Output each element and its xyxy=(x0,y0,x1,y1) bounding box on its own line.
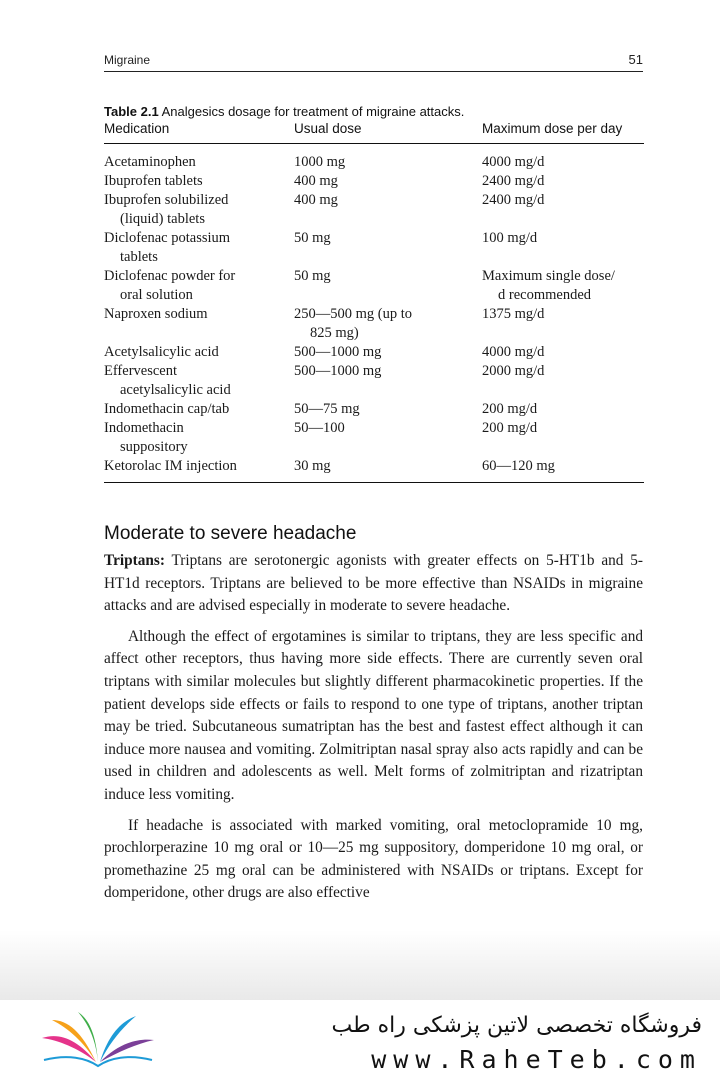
table-body xyxy=(104,144,644,483)
cell-line: Ibuprofen tablets xyxy=(104,173,203,189)
table-caption-text: Analgesics dosage for treatment of migraine attacks. xyxy=(161,104,465,119)
medication-cell xyxy=(104,343,294,362)
table-row xyxy=(104,343,644,362)
cell-line: 250—500 mg (up to xyxy=(294,306,413,322)
cell-line: 100 mg/d xyxy=(482,230,538,246)
table-header-row xyxy=(104,121,644,144)
cell-line: 60—120 mg xyxy=(482,458,555,474)
medication-cell xyxy=(104,457,294,483)
column-header-usual-dose: Usual dose xyxy=(294,121,482,144)
cell-line: tablets xyxy=(120,249,158,265)
cell-line: Acetaminophen xyxy=(104,154,196,170)
section-heading: Moderate to severe headache xyxy=(104,523,357,544)
cell-line: (liquid) tablets xyxy=(120,211,205,227)
paragraph-3: If headache is associated with marked vomiting, oral metoclopramide 10 mg, prochlorperazine 10 mg oral or 10—25 mg suppository, domperidone 10 mg oral, or promethazine 25 mg oral can be administered with NSAIDs or triptans. Except for domperidone, other drugs are also effective xyxy=(104,816,643,902)
cell-line: Acetylsalicylic acid xyxy=(104,344,219,360)
usual-dose-cell xyxy=(294,172,482,191)
maximum-dose-cell xyxy=(482,172,644,191)
cell-line: suppository xyxy=(120,439,188,455)
cell-line: 30 mg xyxy=(294,458,331,474)
cell-line: oral solution xyxy=(120,287,193,303)
paragraph-1-text: Triptans are serotonergic agonists with greater effects on 5-HT1b and 5-HT1d receptors. Triptans are believed to be more effective than NSAIDs in migraine attacks and are advised especially in moderate to severe headache. xyxy=(104,552,643,615)
medication-cell xyxy=(104,191,294,229)
usual-dose-cell xyxy=(294,229,482,267)
paragraph-2: Although the effect of ergotamines is similar to triptans, they are less specific and affect other receptors, thus having more side effects. There are currently seven oral triptans with similar molecules but slightly different pharmacokinetic properties. If the patient develops side effects or fails to respond to one type of triptans, another triptan may be tried. Subcutaneous sumatriptan has the best and fastest effect although it can induce more nausea and vomiting. Zolmitriptan nasal spray also acts rapidly and can be used in children and adolescents as well. Melt forms of zolmitriptan and rizatriptan induce less vomiting. xyxy=(104,627,643,803)
running-header xyxy=(104,53,643,72)
maximum-dose-cell xyxy=(482,144,644,173)
column-header-maximum-dose: Maximum dose per day xyxy=(482,121,644,144)
cell-line: 4000 mg/d xyxy=(482,154,545,170)
usual-dose-cell xyxy=(294,400,482,419)
cell-line: 2400 mg/d xyxy=(482,192,545,208)
store-name-persian: فروشگاه تخصصی لاتین پزشکی راه طب xyxy=(331,1013,702,1038)
column-header-medication: Medication xyxy=(104,121,294,144)
usual-dose-cell xyxy=(294,362,482,400)
medication-cell xyxy=(104,400,294,419)
maximum-dose-cell xyxy=(482,191,644,229)
maximum-dose-cell xyxy=(482,343,644,362)
page-bottom-fade xyxy=(0,930,720,1000)
cell-line: 2400 mg/d xyxy=(482,173,545,189)
table-row xyxy=(104,305,644,343)
cell-line: 2000 mg/d xyxy=(482,363,545,379)
table-row xyxy=(104,457,644,483)
cell-line: 50 mg xyxy=(294,268,331,284)
logo-page-stroke xyxy=(100,1016,136,1062)
dosage-table xyxy=(104,121,644,483)
cell-line: 400 mg xyxy=(294,192,338,208)
lead-term: Triptans: xyxy=(104,552,165,569)
body-text xyxy=(104,550,643,905)
cell-line: 50 mg xyxy=(294,230,331,246)
usual-dose-cell xyxy=(294,419,482,457)
table-row xyxy=(104,419,644,457)
medication-cell xyxy=(104,362,294,400)
table-row xyxy=(104,400,644,419)
usual-dose-cell xyxy=(294,457,482,483)
medication-cell xyxy=(104,267,294,305)
table-row xyxy=(104,267,644,305)
cell-line: 200 mg/d xyxy=(482,401,538,417)
cell-line: Indomethacin xyxy=(104,420,184,436)
cell-line: 50—100 xyxy=(294,420,345,436)
cell-line: Indomethacin cap/tab xyxy=(104,401,230,417)
usual-dose-cell xyxy=(294,144,482,173)
maximum-dose-cell xyxy=(482,457,644,483)
cell-line: Ibuprofen solubilized xyxy=(104,192,229,208)
cell-line: 825 mg) xyxy=(310,325,359,341)
cell-line: Diclofenac powder for xyxy=(104,268,236,284)
table-row xyxy=(104,229,644,267)
cell-line: 400 mg xyxy=(294,173,338,189)
usual-dose-cell xyxy=(294,191,482,229)
cell-line: 500—1000 mg xyxy=(294,363,382,379)
table-row xyxy=(104,191,644,229)
cell-line: 1375 mg/d xyxy=(482,306,545,322)
medication-cell xyxy=(104,144,294,173)
cell-line: 50—75 mg xyxy=(294,401,360,417)
table-row xyxy=(104,362,644,400)
maximum-dose-cell xyxy=(482,267,644,305)
logo-book-base xyxy=(44,1057,152,1066)
cell-line: Maximum single dose/ xyxy=(482,268,615,284)
medication-cell xyxy=(104,419,294,457)
table-label: Table 2.1 xyxy=(104,104,159,119)
cell-line: 1000 mg xyxy=(294,154,346,170)
cell-line: d recommended xyxy=(498,287,592,303)
cell-line: acetylsalicylic acid xyxy=(120,382,231,398)
cell-line: 500—1000 mg xyxy=(294,344,382,360)
maximum-dose-cell xyxy=(482,305,644,343)
medication-cell xyxy=(104,172,294,191)
cell-line: Ketorolac IM injection xyxy=(104,458,237,474)
open-book-logo-icon xyxy=(38,1010,158,1068)
table-row xyxy=(104,172,644,191)
cell-line: Diclofenac potassium xyxy=(104,230,231,246)
medication-cell xyxy=(104,305,294,343)
maximum-dose-cell xyxy=(482,362,644,400)
page-number: 51 xyxy=(628,52,643,67)
medication-cell xyxy=(104,229,294,267)
running-title: Migraine xyxy=(104,53,151,67)
cell-line: Naproxen sodium xyxy=(104,306,208,322)
table-caption xyxy=(104,104,644,119)
paragraph-1 xyxy=(104,550,643,618)
usual-dose-cell xyxy=(294,267,482,305)
cell-line: Effervescent xyxy=(104,363,177,379)
table-row xyxy=(104,144,644,173)
usual-dose-cell xyxy=(294,343,482,362)
maximum-dose-cell xyxy=(482,400,644,419)
cell-line: 200 mg/d xyxy=(482,420,538,436)
store-url: www.RaheTeb.com xyxy=(371,1045,702,1074)
cell-line: 4000 mg/d xyxy=(482,344,545,360)
maximum-dose-cell xyxy=(482,419,644,457)
usual-dose-cell xyxy=(294,305,482,343)
maximum-dose-cell xyxy=(482,229,644,267)
